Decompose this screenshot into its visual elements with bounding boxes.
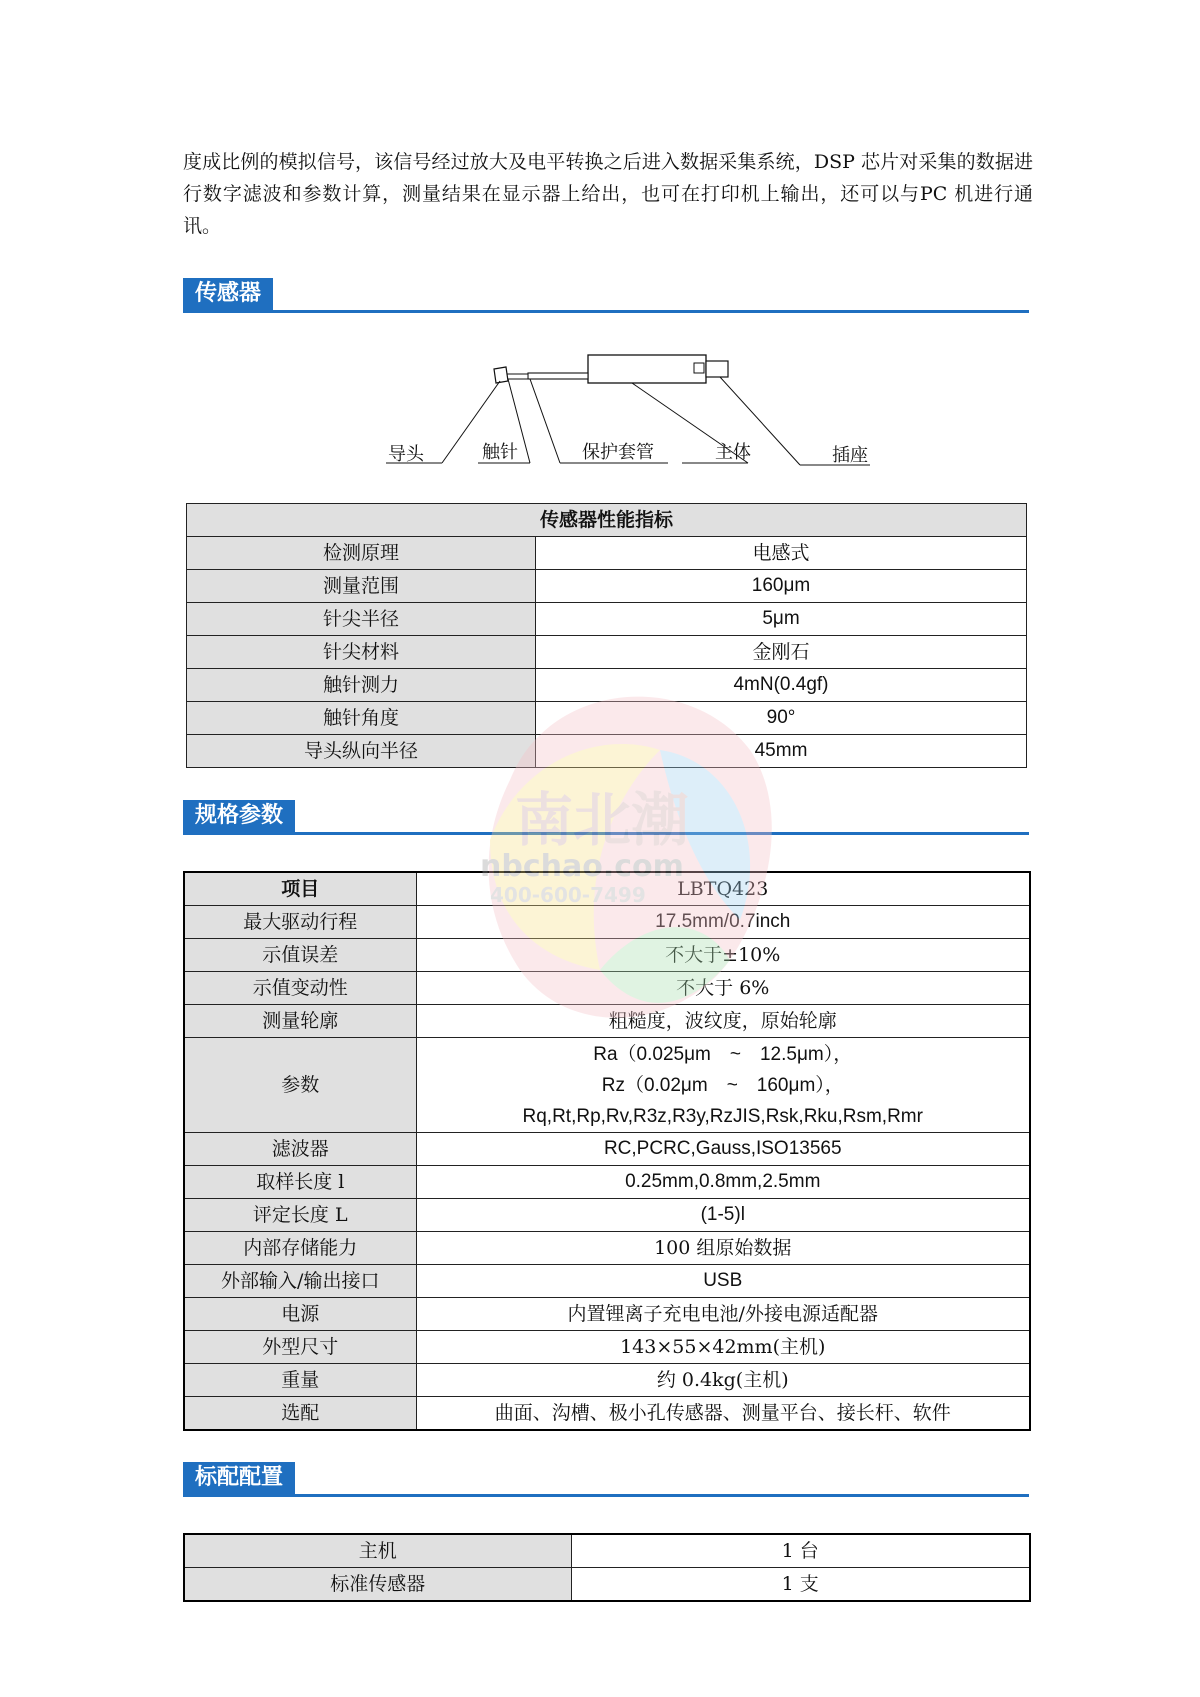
section-rule (183, 1494, 1029, 1497)
table-row (184, 1005, 1030, 1038)
table-row (187, 735, 1027, 768)
row-value: 1 台 (571, 1534, 1030, 1568)
row-key: 导头纵向半径 (187, 735, 536, 768)
table-row (184, 1166, 1030, 1199)
table-row (187, 669, 1027, 702)
param-line-ra: Ra（0.025μm ~ 12.5μm）， (593, 1043, 853, 1065)
row-value: 90° (536, 702, 1027, 735)
row-key: 针尖材料 (187, 636, 536, 669)
row-key: 针尖半径 (187, 603, 536, 636)
row-value: 17.5mm/0.7inch (416, 906, 1030, 939)
row-key: 电源 (184, 1298, 416, 1331)
param-line-list: Rq,Rt,Rp,Rv,R3z,R3y,RzJIS,Rsk,Rku,Rsm,Rmr (522, 1105, 923, 1127)
table-row (184, 1265, 1030, 1298)
row-key: 示值变动性 (184, 972, 416, 1005)
row-value: 电感式 (536, 537, 1027, 570)
row-key: 测量范围 (187, 570, 536, 603)
header-value: LBTQ423 (416, 872, 1030, 906)
row-value: 曲面、沟槽、极小孔传感器、测量平台、接长杆、软件 (416, 1397, 1030, 1431)
table-row (184, 1298, 1030, 1331)
row-key: 检测原理 (187, 537, 536, 570)
param-values (416, 1038, 1030, 1133)
row-value: 约 0.4kg(主机) (416, 1364, 1030, 1397)
row-key: 参数 (184, 1038, 416, 1133)
table-row (184, 939, 1030, 972)
sensor-diagram (370, 345, 890, 485)
sensor-body (588, 355, 706, 383)
table-row (184, 906, 1030, 939)
section-rule (183, 832, 1029, 835)
row-key: 最大驱动行程 (184, 906, 416, 939)
table-row (184, 1331, 1030, 1364)
row-key: 滤波器 (184, 1133, 416, 1166)
sensor-socket (706, 361, 728, 377)
intro-paragraph: 度成比例的模拟信号，该信号经过放大及电平转换之后进入数据采集系统，DSP 芯片对采集的数据进行数字滤波和参数计算，测量结果在显示器上给出，也可在打印机上输出，还可以与PC 机进行通讯。 (183, 151, 1033, 237)
row-value: (1-5)l (416, 1199, 1030, 1232)
diagram-label-sleeve: 保护套管 (582, 442, 654, 463)
watermark-brand: 南北潮 (515, 786, 690, 854)
section-header-config (183, 1462, 1029, 1498)
row-key: 重量 (184, 1364, 416, 1397)
row-key: 外型尺寸 (184, 1331, 416, 1364)
row-value: USB (416, 1265, 1030, 1298)
sensor-stylus (506, 374, 528, 379)
table-row (187, 603, 1027, 636)
row-value: RC,PCRC,Gauss,ISO13565 (416, 1133, 1030, 1166)
table-row (184, 1133, 1030, 1166)
row-key: 触针角度 (187, 702, 536, 735)
table-header-row (187, 504, 1027, 537)
section-header-spec (183, 800, 1029, 836)
sensor-performance-table (186, 503, 1027, 768)
table-row (184, 1534, 1030, 1568)
row-value: 160μm (536, 570, 1027, 603)
table-row-params (184, 1038, 1030, 1133)
row-key: 取样长度 l (184, 1166, 416, 1199)
table-row (187, 570, 1027, 603)
diagram-label-stylus: 触针 (482, 442, 518, 463)
diagram-label-body: 主体 (715, 442, 751, 463)
config-table (183, 1533, 1031, 1602)
row-key: 内部存储能力 (184, 1232, 416, 1265)
table-row (184, 1364, 1030, 1397)
row-value: 100 组原始数据 (416, 1232, 1030, 1265)
row-key: 外部输入/输出接口 (184, 1265, 416, 1298)
row-value: 1 支 (571, 1568, 1030, 1602)
table-row (187, 702, 1027, 735)
row-value: 不大于±10% (416, 939, 1030, 972)
row-key: 主机 (184, 1534, 571, 1568)
row-key: 选配 (184, 1397, 416, 1431)
diagram-label-socket: 插座 (832, 445, 868, 466)
row-value: 4mN(0.4gf) (536, 669, 1027, 702)
table-row (184, 1199, 1030, 1232)
table-row (187, 636, 1027, 669)
table-row (184, 972, 1030, 1005)
row-value: 5μm (536, 603, 1027, 636)
section-title-sensor: 传感器 (183, 278, 273, 310)
sensor-sleeve (528, 373, 588, 379)
sensor-guide-head (494, 367, 508, 383)
section-rule (183, 310, 1029, 313)
row-key: 评定长度 L (184, 1199, 416, 1232)
table-row (184, 1232, 1030, 1265)
table-row (184, 1397, 1030, 1431)
row-key: 示值误差 (184, 939, 416, 972)
row-key: 触针测力 (187, 669, 536, 702)
row-value: 45mm (536, 735, 1027, 768)
row-value: 粗糙度，波纹度，原始轮廓 (416, 1005, 1030, 1038)
header-key: 项目 (184, 872, 416, 906)
row-key: 测量轮廓 (184, 1005, 416, 1038)
param-line-rz: Rz（0.02μm ~ 160μm）， (601, 1074, 844, 1096)
row-value: 金刚石 (536, 636, 1027, 669)
table-row (184, 1568, 1030, 1602)
row-value: 不大于 6% (416, 972, 1030, 1005)
watermark-site: nbchao.com (480, 849, 684, 884)
row-value: 0.25mm,0.8mm,2.5mm (416, 1166, 1030, 1199)
row-value: 143×55×42mm(主机) (416, 1331, 1030, 1364)
section-title-config: 标配配置 (183, 1462, 295, 1494)
table-title: 传感器性能指标 (187, 504, 1027, 537)
row-value: 内置锂离子充电电池/外接电源适配器 (416, 1298, 1030, 1331)
row-key: 标准传感器 (184, 1568, 571, 1602)
section-header-sensor (183, 278, 1029, 314)
diagram-label-guide-head: 导头 (388, 444, 424, 465)
table-header-row (184, 872, 1030, 906)
spec-table (183, 871, 1031, 1431)
section-title-spec: 规格参数 (183, 800, 295, 832)
table-row (187, 537, 1027, 570)
watermark-phone: 400-600-7499 (490, 883, 646, 907)
